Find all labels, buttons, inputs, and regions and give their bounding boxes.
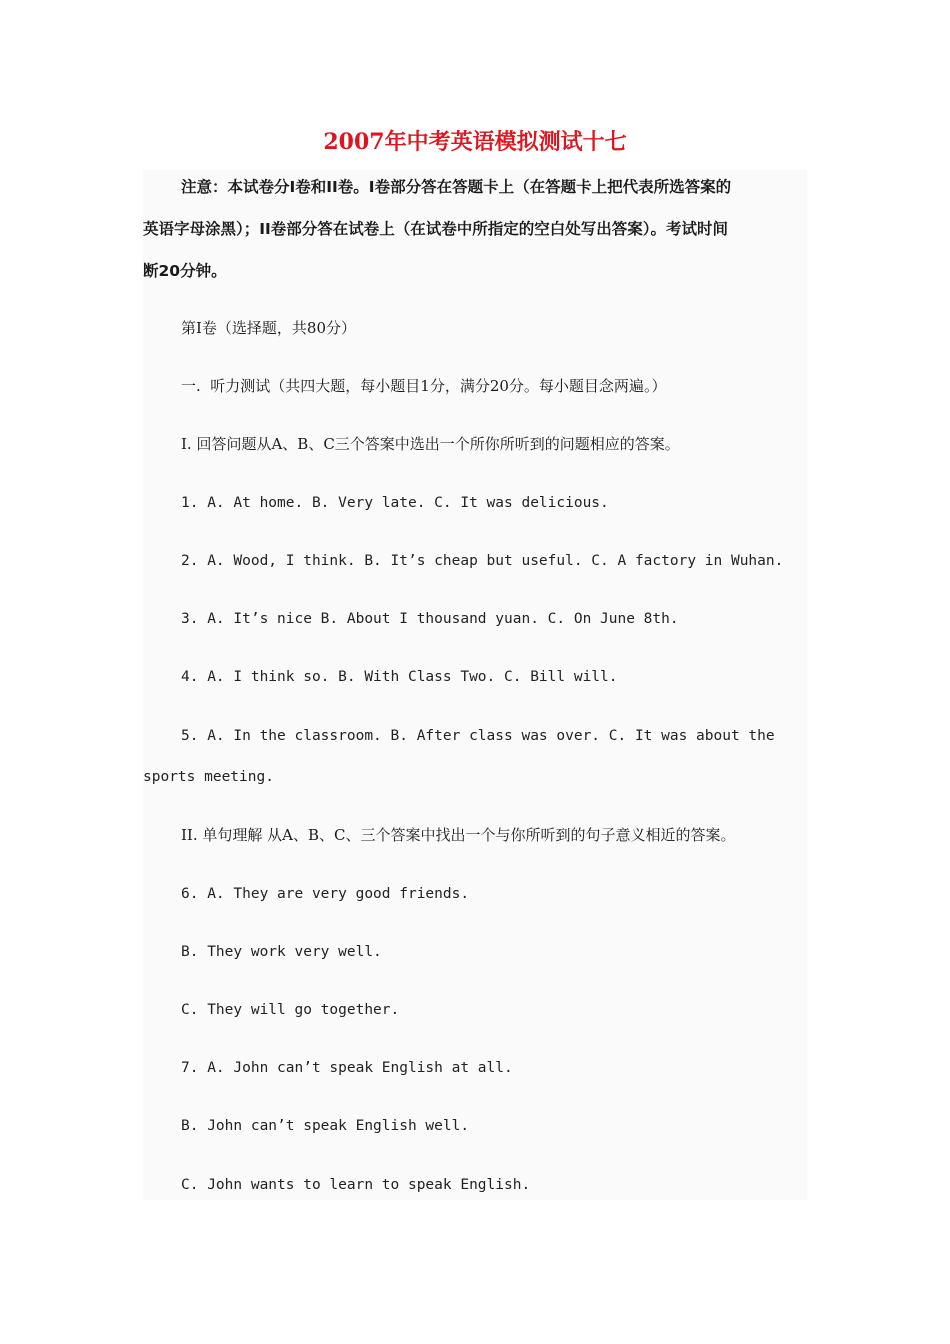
question-3: 3. A. It’s nice B. About I thousand yuan. C. On June 8th.: [181, 611, 679, 627]
question-1: 1. A. At home. B. Very late. C. It was delicious.: [181, 495, 609, 511]
question-2: 2. A. Wood, I think. B. It’s cheap but useful. C. A factory in Wuhan.: [181, 553, 784, 569]
question-5: 5. A. In the classroom. B. After class was over. C. It was about the: [181, 728, 775, 744]
question-7-option-c: C. John wants to learn to speak English.: [181, 1177, 531, 1193]
notice-line-3: 断20分钟。: [143, 262, 227, 280]
page-title: 2007年中考英语模拟测试十七: [323, 129, 627, 155]
part-one-heading: 一. 听力测试（共四大题，每小题目1分，满分20分。每小题目念两遍。）: [181, 377, 667, 395]
part-I-instruction: I. 回答问题从A、B、C三个答案中选出一个所你所听到的问题相应的答案。: [181, 435, 680, 453]
section-heading: 第I卷（选择题，共80分）: [181, 319, 357, 337]
question-6-option-b: B. They work very well.: [181, 944, 382, 960]
part-II-instruction: II. 单句理解 从A、B、C、三个答案中找出一个与你所听到的句子意义相近的答案。: [181, 826, 736, 844]
notice-line-2: 英语字母涂黑）；II卷部分答在试卷上（在试卷中所指定的空白处写出答案）。考试时间: [143, 220, 729, 238]
notice-line-1: 注意：本试卷分I卷和II卷。I卷部分答在答题卡上（在答题卡上把代表所选答案的: [181, 178, 732, 196]
question-7-option-a: 7. A. John can’t speak English at all.: [181, 1060, 513, 1076]
question-6-option-a: 6. A. They are very good friends.: [181, 886, 470, 902]
question-5-continuation: sports meeting.: [143, 769, 274, 785]
question-7-option-b: B. John can’t speak English well.: [181, 1118, 470, 1134]
question-6-option-c: C. They will go together.: [181, 1002, 400, 1018]
question-4: 4. A. I think so. B. With Class Two. C. Bill will.: [181, 669, 618, 685]
